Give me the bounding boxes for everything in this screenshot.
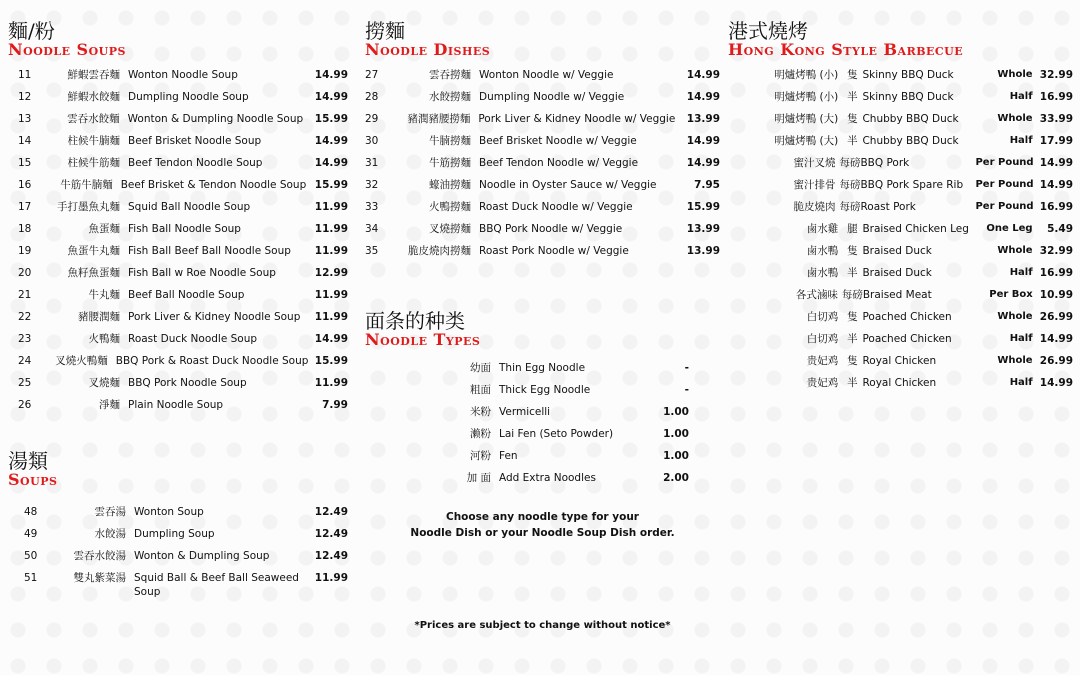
menu-item <box>728 244 1073 266</box>
item-price: 1.00 <box>663 428 689 440</box>
item-name-en: Thick Egg Noodle <box>499 384 591 396</box>
item-name-cn: 淨麵 <box>99 399 120 411</box>
section-title-cn: 湯類 <box>8 449 48 473</box>
item-number: 22 <box>18 311 32 323</box>
item-name-cn: 柱候牛腩麵 <box>67 135 120 147</box>
section-title-cn: 港式燒烤 <box>728 19 808 43</box>
item-number: 12 <box>18 91 32 103</box>
item-name-cn: 各式滷味 <box>795 289 838 301</box>
item-name-en: Roast Pork <box>860 201 916 213</box>
menu-list <box>365 68 720 266</box>
item-price: 13.99 <box>686 245 720 257</box>
menu-item <box>365 427 720 449</box>
item-name-en: Thin Egg Noodle <box>499 362 586 374</box>
item-name-en: Pork Liver & Kidney Noodle w/ Veggie <box>478 113 676 125</box>
item-name-cn: 明爐烤鴨 (小) <box>774 69 839 81</box>
item-unit: One Leg <box>986 223 1033 234</box>
section-title-en: Hong Kong Style Barbecue <box>728 40 964 59</box>
item-name-en: Noodle in Oyster Sauce w/ Veggie <box>479 179 657 191</box>
item-name-en: Add Extra Noodles <box>499 472 596 484</box>
menu-item <box>728 310 1073 332</box>
item-price: 11.99 <box>314 289 348 301</box>
section-title-cn: 撈麵 <box>365 19 405 43</box>
item-name-en: Wonton & Dumpling Soup <box>134 550 270 562</box>
item-unit: Whole <box>997 311 1033 322</box>
item-name-cn: 鹵水雞 <box>806 223 839 235</box>
section-title-cn: 面条的种类 <box>365 309 465 333</box>
menu-list <box>8 505 348 601</box>
item-number: 21 <box>18 289 32 301</box>
item-name-cn: 牛腩撈麵 <box>429 135 471 147</box>
item-name-en: Pork Liver & Kidney Noodle Soup <box>128 311 301 323</box>
item-number: 23 <box>18 333 32 345</box>
item-name-cn: 魚蛋麵 <box>88 223 120 235</box>
item-unit: Half <box>1009 333 1033 344</box>
item-name-cn: 贵妃鸡 <box>806 377 839 389</box>
item-price: - <box>684 362 689 374</box>
item-number: 28 <box>365 91 379 103</box>
item-price: 26.99 <box>1039 311 1074 323</box>
item-price: 14.99 <box>1039 333 1074 345</box>
menu-item <box>728 222 1073 244</box>
bbq-section <box>728 20 1073 398</box>
item-name-en: Wonton & Dumpling Noodle Soup <box>127 113 304 125</box>
item-unit: Whole <box>997 113 1033 124</box>
menu-item <box>365 156 720 178</box>
item-number: 25 <box>18 377 32 389</box>
item-price: 15.99 <box>314 113 348 125</box>
item-number: 24 <box>18 355 32 367</box>
item-name-en: Dumpling Noodle Soup <box>128 91 249 103</box>
menu-list <box>365 361 720 493</box>
noodle-soups-section <box>8 20 348 420</box>
item-number: 16 <box>18 179 32 191</box>
item-price: 14.99 <box>686 69 720 81</box>
menu-item <box>365 68 720 90</box>
item-price: 11.99 <box>314 201 348 213</box>
item-name-cn: 白切鸡 <box>806 333 839 345</box>
item-name-cn: 濑粉 <box>470 428 491 440</box>
item-number: 33 <box>365 201 379 213</box>
item-price: 13.99 <box>686 223 720 235</box>
item-name-en: Roast Pork Noodle w/ Veggie <box>479 245 629 257</box>
menu-item <box>8 200 348 222</box>
item-price: 12.49 <box>314 550 348 562</box>
noodle-types-section <box>365 310 720 541</box>
item-name-en: Lai Fen (Seto Powder) <box>499 428 614 440</box>
note-line-2: Noodle Dish or your Noodle Soup Dish order. <box>410 527 675 539</box>
menu-item <box>8 505 348 527</box>
item-name-cn: 叉燒火鴨麵 <box>55 355 108 367</box>
item-size-cn: 每磅 <box>841 289 863 301</box>
menu-list <box>728 68 1073 398</box>
item-price: 16.99 <box>1039 201 1073 213</box>
item-price: 15.99 <box>686 201 720 213</box>
item-price: 15.99 <box>314 179 349 191</box>
item-price: 7.99 <box>322 399 348 411</box>
menu-item <box>728 68 1073 90</box>
item-size-cn: 隻 <box>847 311 858 323</box>
item-price: 14.99 <box>1039 179 1073 191</box>
item-name-cn: 米粉 <box>470 406 491 418</box>
item-number: 48 <box>24 506 38 518</box>
item-size-cn: 半 <box>847 267 858 279</box>
noodle-dishes-section <box>365 20 720 266</box>
menu-item <box>365 405 720 427</box>
item-name-cn: 雙丸紫菜湯 <box>73 572 126 584</box>
item-price: 11.99 <box>314 377 348 389</box>
item-price: 14.99 <box>686 135 720 147</box>
item-price: 15.99 <box>314 355 348 367</box>
item-name-cn: 贵妃鸡 <box>806 355 839 367</box>
item-price: 16.99 <box>1039 91 1074 103</box>
item-number: 18 <box>18 223 32 235</box>
item-name-en: Beef Brisket Noodle Soup <box>128 135 262 147</box>
item-name-cn: 雲吞水餃麵 <box>67 113 120 125</box>
item-number: 32 <box>365 179 379 191</box>
item-name-en: BBQ Pork Noodle w/ Veggie <box>479 223 623 235</box>
item-name-en: Vermicelli <box>499 406 551 418</box>
menu-item <box>365 244 720 266</box>
item-name-cn: 魚蛋牛丸麵 <box>67 245 120 257</box>
menu-item <box>8 112 348 134</box>
soups-section <box>8 450 348 601</box>
item-name-cn: 豬腰潤麵 <box>78 311 120 323</box>
item-name-cn: 蠔油撈麵 <box>429 179 471 191</box>
item-price: 1.00 <box>663 406 689 418</box>
item-name-en: Roast Duck Noodle w/ Veggie <box>479 201 633 213</box>
item-name-cn: 火鴨麵 <box>88 333 120 345</box>
section-title-en: Noodle Dishes <box>365 40 491 59</box>
item-name-cn: 粗面 <box>470 384 491 396</box>
item-size-cn: 每磅 <box>839 179 861 191</box>
item-name-cn: 叉燒麵 <box>88 377 120 389</box>
item-name-en: Fish Ball Noodle Soup <box>128 223 241 235</box>
item-name-en: Squid Ball Noodle Soup <box>128 201 251 213</box>
item-name-en: Beef Ball Noodle Soup <box>128 289 245 301</box>
item-name-cn: 明爐烤鴨 (小) <box>774 91 839 103</box>
item-number: 35 <box>365 245 379 257</box>
item-name-en: Fish Ball Beef Ball Noodle Soup <box>128 245 291 257</box>
item-name-en: Braised Meat <box>862 289 932 301</box>
menu-item <box>728 200 1073 222</box>
item-number: 11 <box>18 69 32 81</box>
item-name-cn: 豬潤豬腰撈麵 <box>407 113 471 125</box>
menu-list <box>8 68 348 420</box>
item-unit: Per Pound <box>975 201 1034 212</box>
menu-item <box>8 134 348 156</box>
item-size-cn: 隻 <box>847 113 858 125</box>
item-name-en: Chubby BBQ Duck <box>862 113 959 125</box>
item-number: 19 <box>18 245 32 257</box>
menu-item <box>728 90 1073 112</box>
item-name-en: Wonton Noodle w/ Veggie <box>479 69 614 81</box>
item-name-en: Dumpling Noodle w/ Veggie <box>479 91 625 103</box>
item-number: 49 <box>24 528 38 540</box>
item-name-cn: 雲吞湯 <box>94 506 126 518</box>
item-name-en: Wonton Noodle Soup <box>128 69 238 81</box>
item-name-en: Dumpling Soup <box>134 528 215 540</box>
item-size-cn: 腿 <box>847 223 858 235</box>
item-name-cn: 牛筋撈麵 <box>429 157 471 169</box>
item-unit: Half <box>1009 377 1033 388</box>
menu-item <box>365 178 720 200</box>
item-name-cn: 加 面 <box>466 472 491 484</box>
item-name-cn: 鹵水鴨 <box>806 245 839 257</box>
item-price: 2.00 <box>663 472 689 484</box>
item-number: 51 <box>24 572 38 584</box>
menu-item <box>365 471 720 493</box>
item-price: 11.99 <box>314 223 348 235</box>
item-number: 15 <box>18 157 32 169</box>
item-name-en: Fen <box>499 450 518 462</box>
item-name-en: Skinny BBQ Duck <box>862 91 954 103</box>
item-unit: Whole <box>997 245 1033 256</box>
price-disclaimer: *Prices are subject to change without notice* <box>414 620 671 631</box>
item-name-en: Poached Chicken <box>862 311 952 323</box>
section-title-en: Soups <box>8 470 58 489</box>
item-price: 11.99 <box>314 572 348 584</box>
item-name-en: Skinny BBQ Duck <box>862 69 954 81</box>
menu-item <box>728 134 1073 156</box>
menu-item <box>8 571 348 601</box>
item-unit: Per Pound <box>975 157 1034 168</box>
item-price: 16.99 <box>1039 267 1074 279</box>
menu-item <box>8 222 348 244</box>
menu-item <box>8 244 348 266</box>
item-size-cn: 半 <box>847 377 858 389</box>
menu-item <box>365 449 720 471</box>
item-name-cn: 鹵水鴨 <box>806 267 839 279</box>
item-size-cn: 隻 <box>847 355 858 367</box>
item-size-cn: 隻 <box>847 69 858 81</box>
item-name-en: Braised Duck <box>862 267 932 279</box>
item-name-en: Chubby BBQ Duck <box>862 135 959 147</box>
item-name-cn: 脆皮燒肉 <box>793 201 836 213</box>
section-title-en: Noodle Types <box>365 330 481 349</box>
item-name-cn: 河粉 <box>470 450 491 462</box>
item-number: 31 <box>365 157 379 169</box>
item-name-cn: 雲吞水餃湯 <box>73 550 126 562</box>
item-price: 14.99 <box>1039 377 1074 389</box>
item-name-cn: 叉燒撈麵 <box>429 223 471 235</box>
item-name-cn: 雲吞撈麵 <box>429 69 471 81</box>
item-name-cn: 火鴨撈麵 <box>429 201 471 213</box>
item-name-en: Beef Brisket & Tendon Noodle Soup <box>120 179 307 191</box>
item-price: 10.99 <box>1039 289 1073 301</box>
item-size-cn: 半 <box>847 135 858 147</box>
menu-item <box>728 376 1073 398</box>
item-price: 11.99 <box>314 245 348 257</box>
menu-item <box>365 112 720 134</box>
item-price: 7.95 <box>694 179 720 191</box>
item-name-cn: 牛筋牛腩麵 <box>60 179 113 191</box>
noodle-type-note <box>365 509 720 541</box>
menu-item <box>8 376 348 398</box>
menu-item <box>365 134 720 156</box>
menu-item <box>728 354 1073 376</box>
item-unit: Half <box>1009 267 1033 278</box>
item-price: 32.99 <box>1039 245 1074 257</box>
item-price: 33.99 <box>1039 113 1074 125</box>
item-number: 30 <box>365 135 379 147</box>
item-size-cn: 半 <box>847 333 858 345</box>
menu-item <box>8 549 348 571</box>
item-name-cn: 鮮蝦雲吞麵 <box>67 69 120 81</box>
item-price: 12.49 <box>314 528 348 540</box>
item-name-cn: 柱候牛筋麵 <box>67 157 120 169</box>
item-number: 34 <box>365 223 379 235</box>
item-price: 14.99 <box>314 135 348 147</box>
menu-item <box>728 156 1073 178</box>
section-title-cn: 麵/粉 <box>8 19 55 43</box>
item-price: 5.49 <box>1047 223 1074 235</box>
item-number: 50 <box>24 550 38 562</box>
item-price: 32.99 <box>1039 69 1074 81</box>
item-name-en: Fish Ball w Roe Noodle Soup <box>128 267 276 279</box>
menu-item <box>8 156 348 178</box>
menu-item <box>8 68 348 90</box>
menu-item <box>728 112 1073 134</box>
menu-item <box>8 288 348 310</box>
item-name-en: BBQ Pork Spare Rib <box>860 179 964 191</box>
item-name-cn: 水餃撈麵 <box>429 91 471 103</box>
item-name-en: Roast Duck Noodle Soup <box>128 333 258 345</box>
item-unit: Half <box>1009 135 1033 146</box>
note-line-1: Choose any noodle type for your <box>446 511 639 523</box>
menu-item <box>8 398 348 420</box>
item-price: 14.99 <box>314 157 348 169</box>
item-price: 17.99 <box>1039 135 1074 147</box>
item-name-cn: 魚籽魚蛋麵 <box>67 267 120 279</box>
item-name-cn: 牛丸麵 <box>88 289 120 301</box>
item-number: 13 <box>18 113 32 125</box>
section-title-en: Noodle Soups <box>8 40 126 59</box>
item-number: 27 <box>365 69 379 81</box>
menu-item <box>8 266 348 288</box>
item-price: 26.99 <box>1039 355 1074 367</box>
item-price: 12.49 <box>314 506 348 518</box>
item-number: 26 <box>18 399 32 411</box>
item-name-en: Plain Noodle Soup <box>128 399 224 411</box>
menu-item <box>8 332 348 354</box>
item-price: 14.99 <box>1039 157 1073 169</box>
item-size-cn: 半 <box>847 91 858 103</box>
item-price: 11.99 <box>314 311 348 323</box>
item-price: 14.99 <box>314 91 348 103</box>
item-name-cn: 鮮蝦水餃麵 <box>67 91 120 103</box>
item-name-cn: 明爐烤鴨 (大) <box>774 135 839 147</box>
item-price: 13.99 <box>686 113 720 125</box>
menu-item <box>365 90 720 112</box>
item-name-en: Braised Chicken Leg <box>862 223 969 235</box>
item-name-en: Beef Tendon Noodle Soup <box>128 157 263 169</box>
item-price: 14.99 <box>686 91 720 103</box>
item-number: 14 <box>18 135 32 147</box>
item-unit: Whole <box>997 69 1033 80</box>
menu-item <box>728 332 1073 354</box>
menu-item <box>365 361 720 383</box>
item-name-en: Poached Chicken <box>862 333 952 345</box>
item-name-cn: 明爐烤鴨 (大) <box>774 113 839 125</box>
item-number: 17 <box>18 201 32 213</box>
item-name-en: Royal Chicken <box>862 377 937 389</box>
item-name-en: BBQ Pork <box>860 157 910 169</box>
item-price: 14.99 <box>314 69 348 81</box>
item-unit: Half <box>1009 91 1033 102</box>
item-size-cn: 隻 <box>847 245 858 257</box>
item-name-cn: 幼面 <box>470 362 491 374</box>
item-name-en: Squid Ball & Beef Ball Seaweed Soup <box>134 572 299 598</box>
item-unit: Per Pound <box>975 179 1034 190</box>
menu-item <box>365 200 720 222</box>
menu-item <box>728 266 1073 288</box>
item-number: 20 <box>18 267 32 279</box>
item-name-cn: 蜜汁叉燒 <box>793 157 836 169</box>
menu-item <box>365 222 720 244</box>
item-name-cn: 水餃湯 <box>94 528 126 540</box>
item-name-cn: 蜜汁排骨 <box>793 179 836 191</box>
item-unit: Per Box <box>989 289 1033 300</box>
item-name-cn: 脆皮燒肉撈麵 <box>408 245 471 257</box>
item-name-en: BBQ Pork Noodle Soup <box>128 377 247 389</box>
item-price: 14.99 <box>314 333 348 345</box>
menu-item <box>8 310 348 332</box>
item-price: - <box>684 384 689 396</box>
item-name-en: Beef Brisket Noodle w/ Veggie <box>479 135 637 147</box>
menu-item <box>8 178 348 200</box>
item-price: 1.00 <box>663 450 689 462</box>
menu-item <box>8 90 348 112</box>
item-size-cn: 每磅 <box>839 157 861 169</box>
item-unit: Whole <box>997 355 1033 366</box>
item-name-en: Braised Duck <box>862 245 932 257</box>
item-name-cn: 手打墨魚丸麵 <box>57 201 120 213</box>
item-name-en: Wonton Soup <box>134 506 204 518</box>
item-name-en: BBQ Pork & Roast Duck Noodle Soup <box>115 355 309 367</box>
menu-item <box>728 178 1073 200</box>
item-number: 29 <box>365 113 379 125</box>
menu-item <box>8 354 348 376</box>
menu-item <box>365 383 720 405</box>
item-size-cn: 每磅 <box>839 201 861 213</box>
menu-item <box>8 527 348 549</box>
item-name-en: Royal Chicken <box>862 355 937 367</box>
menu-item <box>728 288 1073 310</box>
item-name-en: Beef Tendon Noodle w/ Veggie <box>479 157 639 169</box>
item-price: 12.99 <box>314 267 348 279</box>
item-name-cn: 白切鸡 <box>806 311 839 323</box>
item-price: 14.99 <box>686 157 720 169</box>
